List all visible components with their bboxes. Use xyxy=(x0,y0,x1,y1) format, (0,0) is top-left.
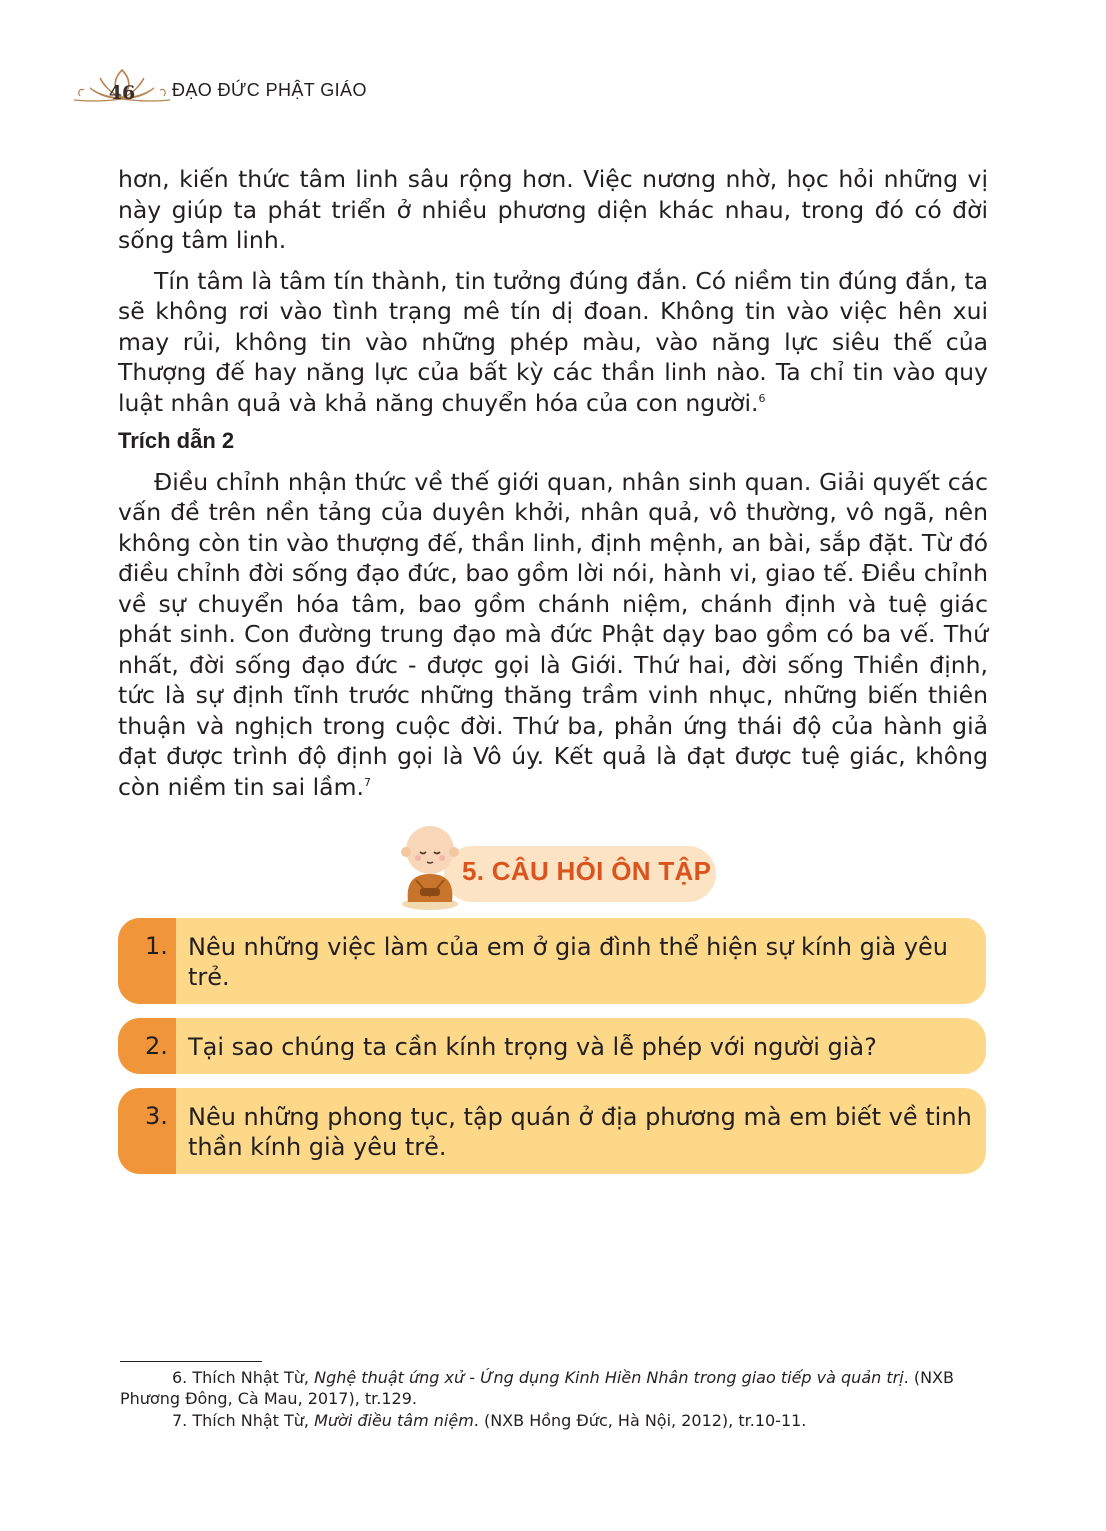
footnote-6 xyxy=(120,1368,992,1409)
footnote-title: Mười điều tâm niệm xyxy=(314,1411,474,1430)
main-text xyxy=(118,164,988,802)
footnote-ref-7: 7 xyxy=(363,775,371,789)
question-number-tab xyxy=(118,918,176,1004)
footnote-title: Nghệ thuật ứng xử - Ứng dụng Kinh Hiền Nhân trong giao tiếp và quản trị xyxy=(314,1368,904,1387)
quote-heading: Trích dẫn 2 xyxy=(118,428,235,453)
question-number: 2. xyxy=(145,1032,168,1060)
question-text: Nêu những phong tục, tập quán ở địa phương mà em biết về tinh thần kính già yêu trẻ. xyxy=(188,1103,972,1161)
footnote-divider xyxy=(120,1361,262,1362)
page-number: 46 xyxy=(108,82,136,104)
question-number-tab xyxy=(118,1018,176,1074)
footnote-prefix: 7. Thích Nhật Từ, xyxy=(172,1411,315,1430)
footnote-prefix: 6. Thích Nhật Từ, xyxy=(172,1368,315,1387)
footnote-suffix: . (NXB Phương Đông, Cà Mau, 2017), tr.129. xyxy=(120,1368,954,1408)
footnote-ref-6: 6 xyxy=(758,391,766,405)
question-number-tab xyxy=(118,1088,176,1174)
monk-mascot-icon xyxy=(390,818,470,914)
paragraph-quote-2-text: Điều chỉnh nhận thức về thế giới quan, nhân sinh quan. Giải quyết các vấn đề trên nền tảng của duyên khởi, nhân quả, vô thường, vô ngã, nên không còn tin vào thượng đế, thần linh, định mệnh, an bài, sắp đặt. Từ đó điều chỉnh đời sống đạo đức, bao gồm lời nói, hành vi, giao tế. Điều chỉnh về sự chuyển hóa tâm, bao gồm chánh niệm, chánh định và tuệ giác phát sinh. Con đường trung đạo mà đức Phật dạy bao gồm có ba vế. Thứ nhất, đời sống đạo đức - được gọi là Giới. Thứ hai, đời sống Thiền định, tức là sự định tĩnh trước những thăng trầm vinh nhục, những biến thiên thuận và nghịch trong cuộc đời. Thứ ba, phản ứng thái độ của hành giả đạt được trình độ định gọi là Vô úy. Kết quả là đạt được tuệ giác, không còn niềm tin sai lầm. xyxy=(118,467,988,801)
paragraph-faith-text: Tín tâm là tâm tín thành, tin tưởng đúng đắn. Có niềm tin đúng đắn, ta sẽ không rơi vào tình trạng mê tín dị đoan. Không tin vào việc hên xui may rủi, không tin vào những phép màu, vào năng lực siêu thế của Thượng đế hay năng lực của bất kỳ các thần linh nào. Ta chỉ tin vào quy luật nhân quả và khả năng chuyển hóa của con người. xyxy=(118,266,988,417)
question-text: Nêu những việc làm của em ở gia đình thể hiện sự kính già yêu trẻ. xyxy=(188,933,949,991)
question-number: 1. xyxy=(145,932,168,960)
page-header xyxy=(72,66,392,110)
paragraph-continuation: hơn, kiến thức tâm linh sâu rộng hơn. Việc nương nhờ, học hỏi những vị này giúp ta phát triển ở nhiều phương diện khác nhau, trong đó có đời sống tâm linh. xyxy=(118,165,988,254)
question-item xyxy=(118,1018,986,1074)
question-item xyxy=(118,918,986,1004)
footnote-7 xyxy=(120,1411,992,1432)
footnotes xyxy=(120,1368,992,1434)
question-item xyxy=(118,1088,986,1174)
section-title: 5. CÂU HỎI ÔN TẬP xyxy=(462,856,712,886)
section-header xyxy=(390,818,730,914)
paragraph-faith xyxy=(118,266,988,419)
footnote-suffix: . (NXB Hồng Đức, Hà Nội, 2012), tr.10-11. xyxy=(473,1411,807,1430)
paragraph-quote-2 xyxy=(118,467,988,803)
question-text: Tại sao chúng ta cần kính trọng và lễ phép với người già? xyxy=(188,1033,877,1061)
question-number: 3. xyxy=(145,1102,168,1130)
book-title: ĐẠO ĐỨC PHẬT GIÁO xyxy=(172,80,367,100)
review-questions xyxy=(118,918,986,1188)
